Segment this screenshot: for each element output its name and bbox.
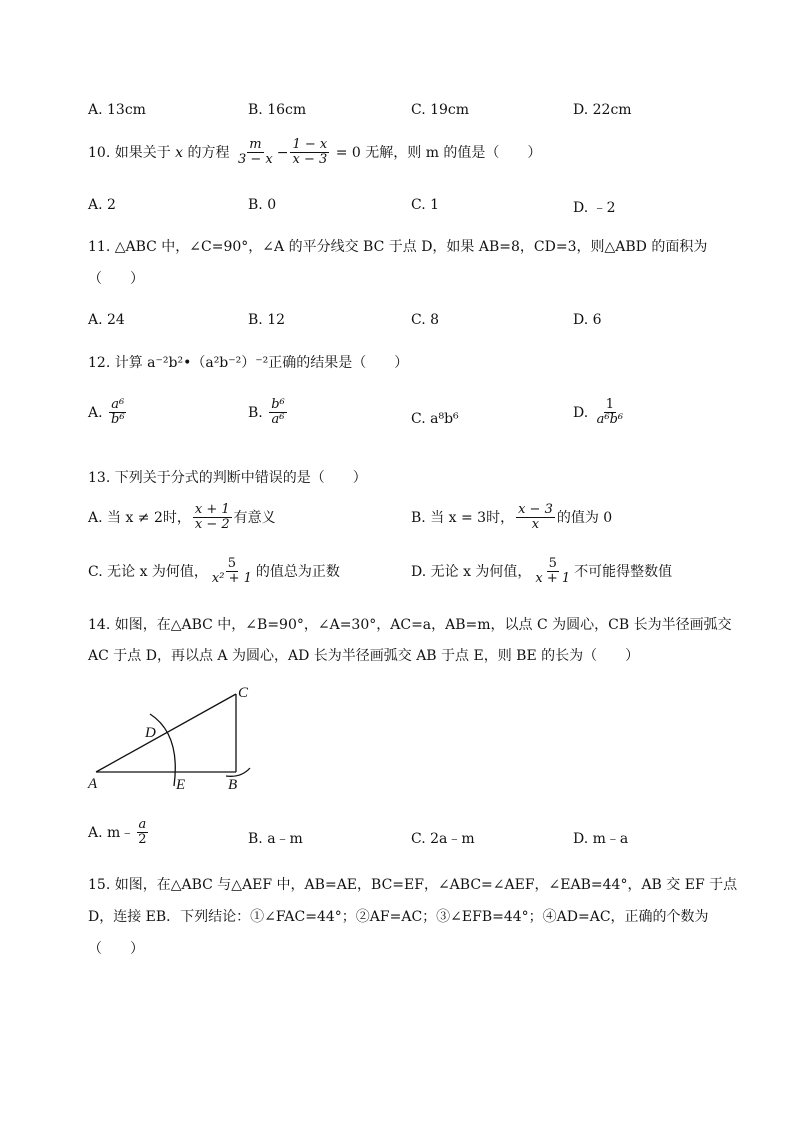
question-11-line-2: （ ） [88, 271, 144, 287]
label-d: D [145, 725, 156, 741]
label-b: B [228, 777, 238, 793]
q13-option-b: B. 当 x = 3时， $\frac{x - 3}{x}$ 的值为 0 [411, 502, 613, 533]
q11-option-b: B. 12 [248, 312, 286, 328]
q10-var: x [175, 144, 184, 161]
question-15-line-1: 15. 如图，在△ABC 与△AEF 中，AB=AE，BC=EF，∠ABC=∠AEF，∠EAB=44°，AB 交 EF 于点 [88, 877, 738, 893]
q13-option-a: A. 当 x ≠ 2时， $\frac{x + 1}{x - 2}$ 有意义 [88, 502, 276, 533]
q14-option-b: B. a﹣m [248, 831, 303, 847]
q13-option-c: C. 无论 x 为何值， $\frac{5}{\text{x² + 1}}$ 的值总为正数 [88, 556, 340, 587]
label-c: C [238, 685, 249, 701]
q12-option-a: A. $\frac{\text{a⁶}}{\text{b⁶}}$ [88, 397, 125, 428]
question-10-stem [88, 138, 541, 168]
q10-option-d: D. ﹣2 [573, 200, 616, 216]
q9-option-b: B. 16cm [248, 102, 307, 118]
q10-prefix: 10. 如果关于 [88, 144, 176, 161]
q11-option-c: C. 8 [411, 312, 440, 328]
q12-option-c: C. a⁸b⁶ [411, 411, 459, 427]
q10-option-b: B. 0 [248, 197, 277, 213]
label-e: E [176, 777, 186, 793]
q10-mid: 的方程 [183, 144, 230, 161]
q10-fraction-2: $\frac{1 - x}{x - 3}$ [292, 137, 328, 168]
question-15-line-2: D，连接 EB．下列结论：①∠FAC=44°；②AF=AC；③∠EFB=44°；④AD=AC，正确的个数为 [88, 909, 709, 925]
q10-option-c: C. 1 [411, 197, 440, 213]
q13-option-d: D. 无论 x 为何值， $\frac{5}{x + 1}$ 不可能得整数值 [411, 556, 673, 587]
question-12-stem: 12. 计算 a⁻²b²•（a²b⁻²）⁻²正确的结果是（ ） [88, 355, 409, 371]
question-14-line-1: 14. 如图，在△ABC 中，∠B=90°，∠A=30°，AC=a，AB=m，以点 C 为圆心，CB 长为半径画弧交 [88, 617, 732, 633]
question-13-stem: 13. 下列关于分式的判断中错误的是（ ） [88, 470, 367, 486]
q9-option-d: D. 22cm [573, 102, 632, 118]
question-14-line-2: AC 于点 D，再以点 A 为圆心，AD 长为半径画弧交 AB 于点 E，则 BE 的长为（ ） [88, 648, 640, 664]
q14-option-a: A. m﹣ $\frac{a}{2}$ [88, 817, 147, 848]
side-ac [96, 694, 236, 772]
q10-suffix: = 0 无解，则 m 的值是（ ） [335, 144, 542, 161]
q11-option-a: A. 24 [88, 312, 125, 328]
q14-option-c: C. 2a﹣m [411, 831, 475, 847]
q14-option-d: D. m﹣a [573, 831, 629, 847]
q9-option-a: A. 13cm [88, 102, 146, 118]
q12-option-d: D. $\frac{1}{\text{a⁶b⁶}}$ [573, 397, 624, 428]
q10-fraction-1: $\frac{m}{3 - x}$ [237, 137, 273, 168]
q10-minus: − [276, 144, 289, 161]
triangle-figure [86, 684, 266, 796]
question-15-line-3: （ ） [88, 941, 144, 957]
q10-option-a: A. 2 [88, 197, 116, 213]
question-11-line-1: 11. △ABC 中，∠C=90°，∠A 的平分线交 BC 于点 D，如果 AB=8，CD=3，则△ABD 的面积为 [88, 239, 708, 255]
q11-option-d: D. 6 [573, 312, 602, 328]
q9-option-c: C. 19cm [411, 102, 470, 118]
q12-option-b: B. $\frac{\text{b⁶}}{\text{a⁶}}$ [248, 397, 285, 428]
label-a: A [88, 776, 98, 792]
